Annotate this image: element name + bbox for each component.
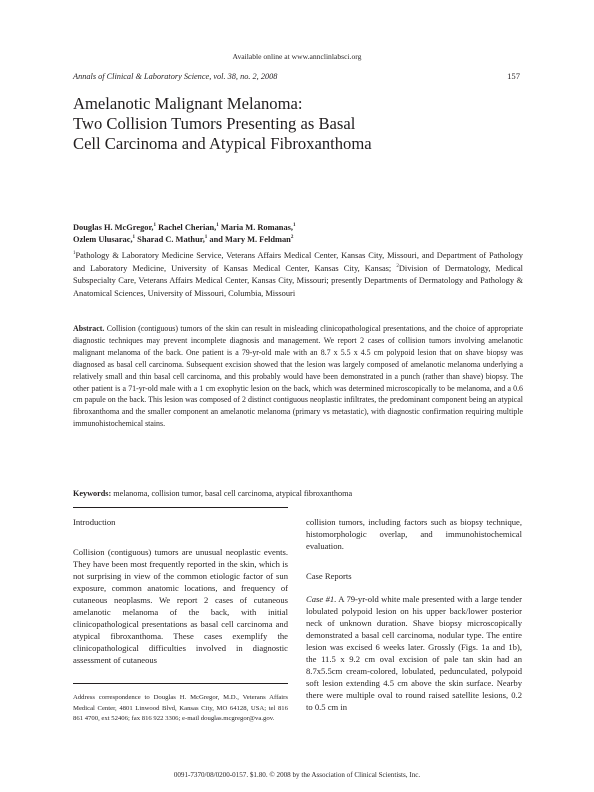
affiliation-marker: 1 [292,223,296,229]
author-name: Rachel Cherian, [156,223,217,232]
correspondence-footnote: Address correspondence to Douglas H. McGregor, M.D., Veterans Affairs Medical Center, 4801 Linwood Blvd, Kansas City, MO 64128, USA; tel 816 861 4700, ext 52406; fax 816 922 3306; e-mail douglas.mcgregor@va.gov. [73,694,288,722]
author-name: Maria M. Romanas, [218,223,293,232]
abstract [73,323,523,430]
case1-label: Case #1. [306,594,337,604]
affiliation-marker: 1 [73,251,76,257]
abstract-text: Collision (contiguous) tumors of the skin can result in misleading clinicopathological presentations, and the choice of appropriate diagnostic techniques may prevent incomplete diagnosis and management. We report 2 cases of collision tumors involving amelanotic malignant melanoma of the back. One patient is a 79-yr-old male with an 8.7 x 5.5 x 4.5 cm polypoid lesion that on shave biopsy was diagnosed as basal cell carcinoma. Subsequent excision showed that the lesion was largely composed of amelanotic melanoma underlying a relatively small and thin basal cell carcinoma, and this probably would have been demonstrated in a punch (rather than shave) biopsy. The other patient is a 71-yr-old male with a 1 cm exophytic lesion on the back, which was determined microscopically to be melanoma, and a 0.6 cm papule on the back. This lesion was composed of 2 distinct contiguous neoplastic infiltrates, the predominant component being an atypical fibroxanthoma and the smaller component an amelanotic melanoma (primary vs metastatic), with diagnostic confirmation requiring multiple immunohistochemical stains. [73,324,523,429]
author-name: and Mary M. Feldman [207,234,291,244]
affiliations [73,250,523,300]
keywords [73,489,523,498]
title-line: Two Collision Tumors Presenting as Basal [73,114,356,133]
introduction-heading: Introduction [73,517,116,527]
page-number: 157 [507,71,520,81]
case1-text: A 79-yr-old white male presented with a large tender lobulated polypoid lesion on his upper back/lower posterior neck of unknown duration. Shave biopsy microscopically demonstrated a basal cell carcinoma, nodular type. The entire lesion was excised 6 weeks later. Grossly (Figs. 1a and 1b), the 11.5 x 9.2 cm oval excision of pale tan skin had an 8.7x5.5cm cream-colored, lobulated, pedunculated, polypoid soft lesion extending 4.5 cm above the skin surface. Nearby there were multiple oval to round raised satellite lesions, 0.2 to 0.5 cm in [306,594,523,712]
author-line [73,222,521,234]
author-name: Ozlem Ulusarac, [73,234,133,244]
author-name: Douglas H. McGregor, [73,223,154,232]
case-reports-heading: Case Reports [306,571,352,581]
article-title [73,94,372,154]
affiliation-marker: 1 [216,223,219,229]
availability-notice: Available online at www.annclinlabsci.org [232,52,362,61]
author-list [73,222,521,245]
introduction-text: Collision (contiguous) tumors are unusual neoplastic events. They have been most frequently reported in the skin, which is not surprising in view of the common etiologic factor of sun exposure, common anatomic locations, and frequency of cutaneous neoplasms. We report 2 cases of cutaneous amelanotic melanoma of the back, with initial clinicopathological presentations as basal cell carcinoma and atypical fibroxanthoma. These cases exemplify the clinicopathological difficulties involved in diagnostic assessment of cutaneous [73,547,288,665]
abstract-label: Abstract. [73,324,105,333]
title-line: Amelanotic Malignant Melanoma: [73,94,303,113]
case1-paragraph [306,593,522,713]
author-line [73,234,521,246]
keywords-text: melanoma, collision tumor, basal cell carcinoma, atypical fibroxanthoma [111,489,353,498]
copyright-line: 0091-7370/08/0200-0157. $1.80. © 2008 by the Association of Clinical Scientists, Inc. [173,771,421,779]
affiliation-marker: 1 [153,223,157,229]
affiliation-text: Pathology & Laboratory Medicine Service, Veterans Affairs Medical Center, Kansas City, Missouri, and Department of Pathology and Laboratory Medicine, University of Kansas Medical Center, Kansas City, Kansas; [73,251,523,273]
author-name: Sharad C. Mathur, [135,234,205,244]
section-divider-left [73,507,288,508]
affiliation-marker: 1 [204,234,208,240]
keywords-label: Keywords: [73,489,112,498]
introduction-continuation: collision tumors, including factors such as biopsy technique, histomorphologic overlap, and immunohistochemical evaluation. [306,517,522,551]
footnote-divider [73,683,288,684]
affiliation-marker: 2 [290,234,294,240]
title-line: Cell Carcinoma and Atypical Fibroxanthoma [73,134,372,153]
affiliation-marker: 2 [396,263,399,269]
affiliation-text: Division of Dermatology, Medical Subspecialty Care, Veterans Affairs Medical Center, Kansas City, Missouri; presently Departments of Dermatology and Pathology & Anatomical Sciences, University of Missouri, Columbia, Missouri [73,263,523,298]
journal-citation: Annals of Clinical & Laboratory Science, vol. 38, no. 2, 2008 [73,72,278,81]
affiliation-marker: 1 [132,234,136,240]
